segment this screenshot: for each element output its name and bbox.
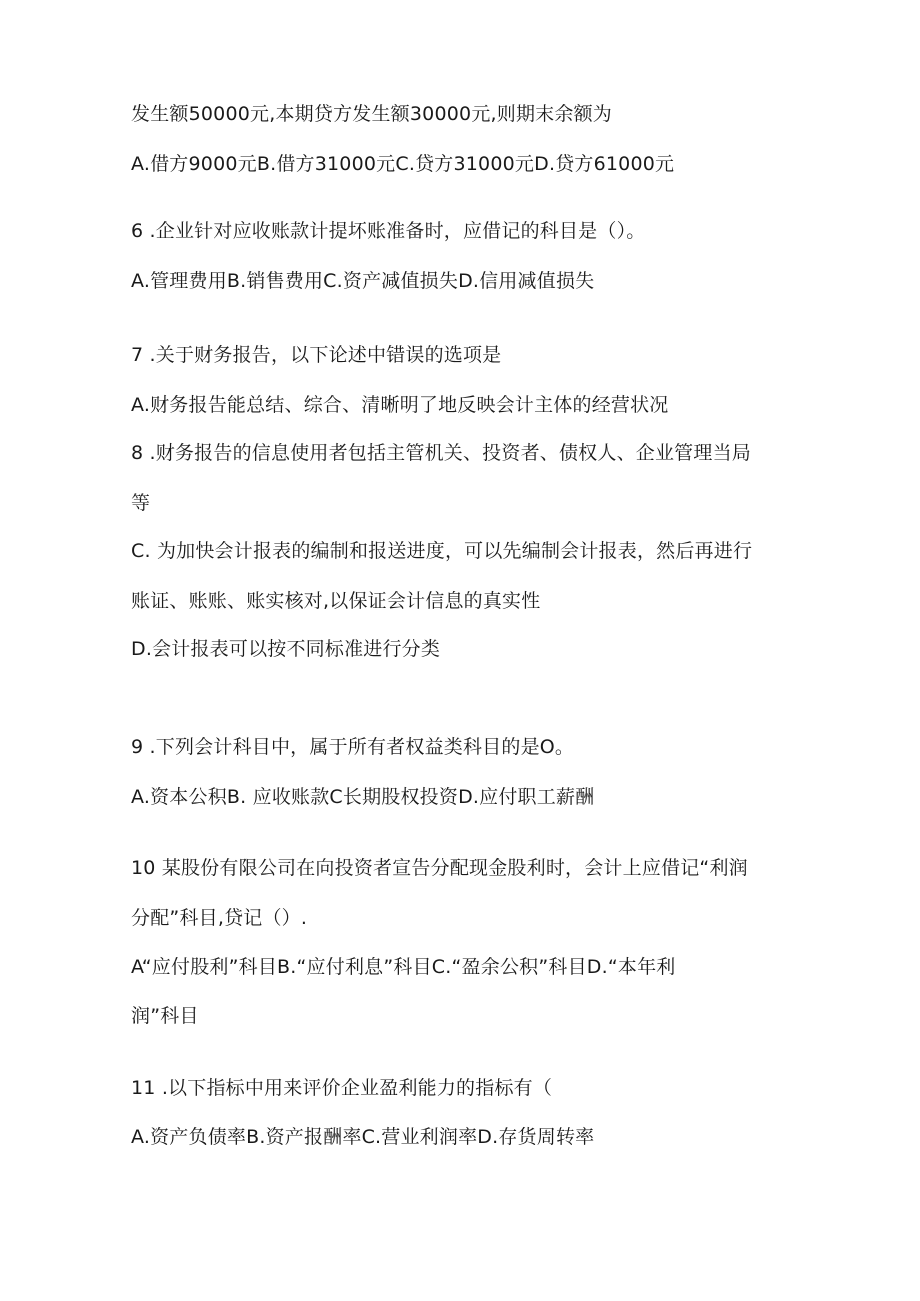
q5-stem-continuation: 发生额50000元,本期贷方发生额30000元,则期末余额为 [131, 103, 612, 125]
q6-stem: 6 .企业针对应收账款计提坏账准备时，应借记的科目是（）。 [131, 220, 646, 242]
q11-options: A.资产负债率B.资产报酬率C.营业利润率D.存货周转率 [131, 1126, 595, 1148]
option-d: D.会计报表可以按不同标准进行分类 [131, 638, 441, 660]
q11-stem: 11 .以下指标中用来评价企业盈利能力的指标有（ [131, 1077, 553, 1099]
q7-stem: 7 .关于财务报告，以下论述中错误的选项是 [131, 344, 502, 366]
q10-options: A“应付股利”科目B.“应付利息”科目C.“盈余公积”科目D.“本年利 [131, 956, 676, 978]
q5-options: A.借方9000元B.借方31000元C.贷方31000元D.贷方61000元 [131, 153, 675, 175]
q7-option-a: A.财务报告能总结、综合、清晰明了地反映会计主体的经营状况 [131, 394, 669, 416]
q10-stem: 10 某股份有限公司在向投资者宣告分配现金股利时，会计上应借记“利润 [131, 857, 748, 879]
option-c: C. 为加快会计报表的编制和报送进度，可以先编制会计报表，然后再进行 [131, 540, 753, 562]
q8-stem-continuation: 等 [131, 492, 151, 514]
q10-options-continuation: 润”科目 [131, 1005, 199, 1027]
q6-options: A.管理费用B.销售费用C.资产减值损失D.信用减值损失 [131, 270, 595, 292]
q10-stem-continuation: 分配”科目,贷记（）. [131, 907, 308, 929]
q9-stem: 9 .下列会计科目中，属于所有者权益类科目的是O。 [131, 736, 575, 758]
q8-stem: 8 .财务报告的信息使用者包括主管机关、投资者、债权人、企业管理当局 [131, 442, 751, 464]
option-c-continuation: 账证、账账、账实核对,以保证会计信息的真实性 [131, 590, 541, 612]
q9-options: A.资本公积B. 应收账款C长期股权投资D.应付职工薪酬 [131, 786, 595, 808]
